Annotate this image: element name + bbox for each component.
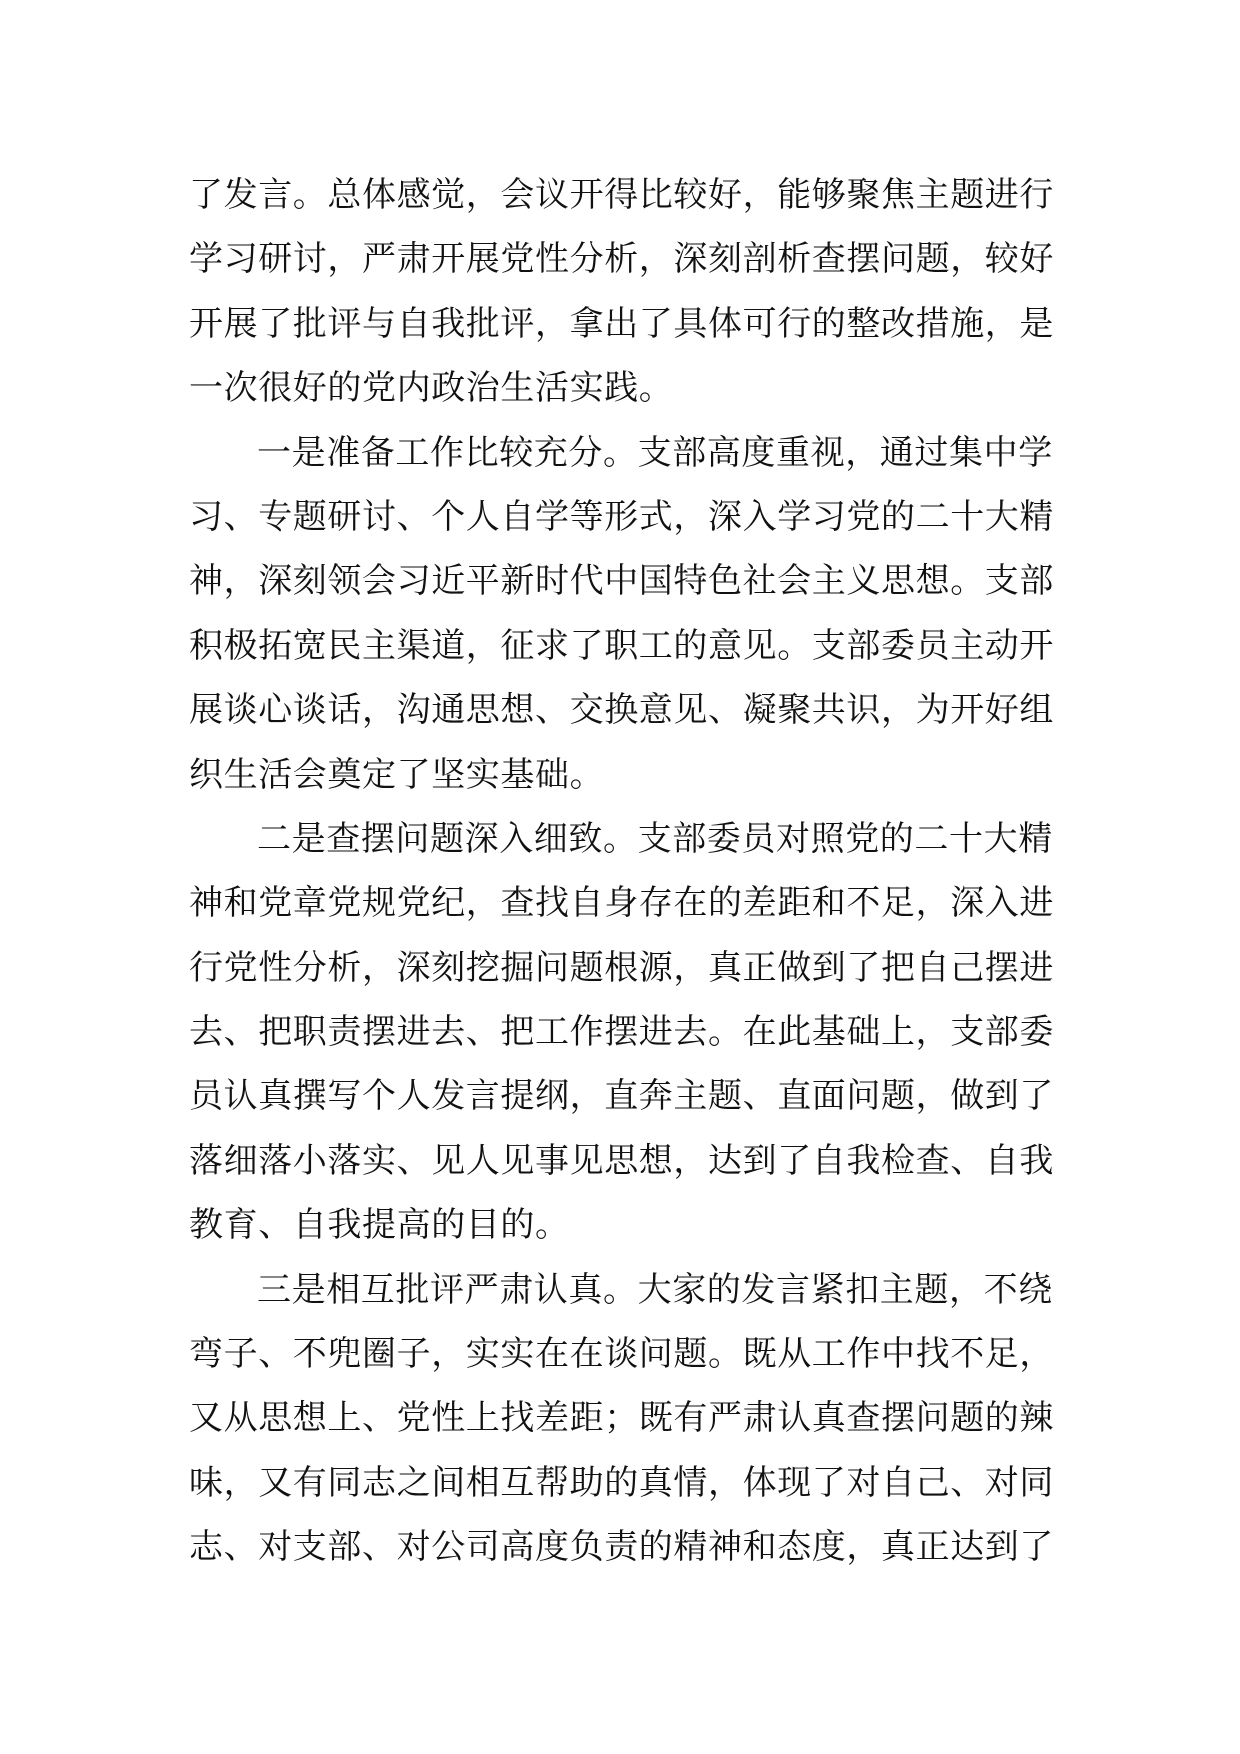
text-line: 神和党章党规党纪，查找自身存在的差距和不足，深入进 <box>189 883 1054 924</box>
paragraph-4 <box>189 1258 1059 1580</box>
paragraph-2 <box>189 421 1059 807</box>
text-line: 行党性分析，深刻挖掘问题根源，真正做到了把自己摆进 <box>189 947 1054 988</box>
text-line: 味，又有同志之间相互帮助的真情，体现了对自己、对同 <box>189 1462 1054 1503</box>
text-line: 了发言。总体感觉，会议开得比较好，能够聚焦主题进行 <box>189 175 1054 215</box>
text-line: 弯子、不兜圈子，实实在在谈问题。既从工作中找不足， <box>189 1334 1054 1375</box>
text-line: 开展了批评与自我批评，拿出了具体可行的整改措施，是 <box>189 303 1054 344</box>
document-body <box>189 163 1059 1580</box>
paragraph-1 <box>189 163 1059 421</box>
text-line: 神，深刻领会习近平新时代中国特色社会主义思想。支部 <box>189 561 1054 602</box>
text-line: 织生活会奠定了坚实基础。 <box>189 754 605 795</box>
text-line: 二是查摆问题深入细致。支部委员对照党的二十大精 <box>257 818 1053 859</box>
text-line: 一是准备工作比较充分。支部高度重视，通过集中学 <box>257 432 1053 473</box>
text-line: 落细落小落实、见人见事见思想，达到了自我检查、自我 <box>189 1140 1054 1181</box>
text-line: 学习研讨，严肃开展党性分析，深刻剖析查摆问题，较好 <box>189 239 1054 280</box>
text-line: 志、对支部、对公司高度负责的精神和态度，真正达到了 <box>189 1527 1054 1568</box>
text-line: 一次很好的党内政治生活实践。 <box>189 368 674 409</box>
text-line: 三是相互批评严肃认真。大家的发言紧扣主题，不绕 <box>257 1269 1053 1310</box>
text-line: 习、专题研讨、个人自学等形式，深入学习党的二十大精 <box>189 496 1054 537</box>
text-line: 展谈心谈话，沟通思想、交换意见、凝聚共识，为开好组 <box>189 690 1054 731</box>
text-line: 又从思想上、党性上找差距；既有严肃认真查摆问题的辣 <box>189 1398 1054 1439</box>
text-line: 员认真撰写个人发言提纲，直奔主题、直面问题，做到了 <box>189 1076 1054 1117</box>
text-line: 去、把职责摆进去、把工作摆进去。在此基础上，支部委 <box>189 1012 1054 1053</box>
text-line: 积极拓宽民主渠道，征求了职工的意见。支部委员主动开 <box>189 625 1054 666</box>
paragraph-3 <box>189 807 1059 1258</box>
text-line: 教育、自我提高的目的。 <box>189 1205 570 1246</box>
